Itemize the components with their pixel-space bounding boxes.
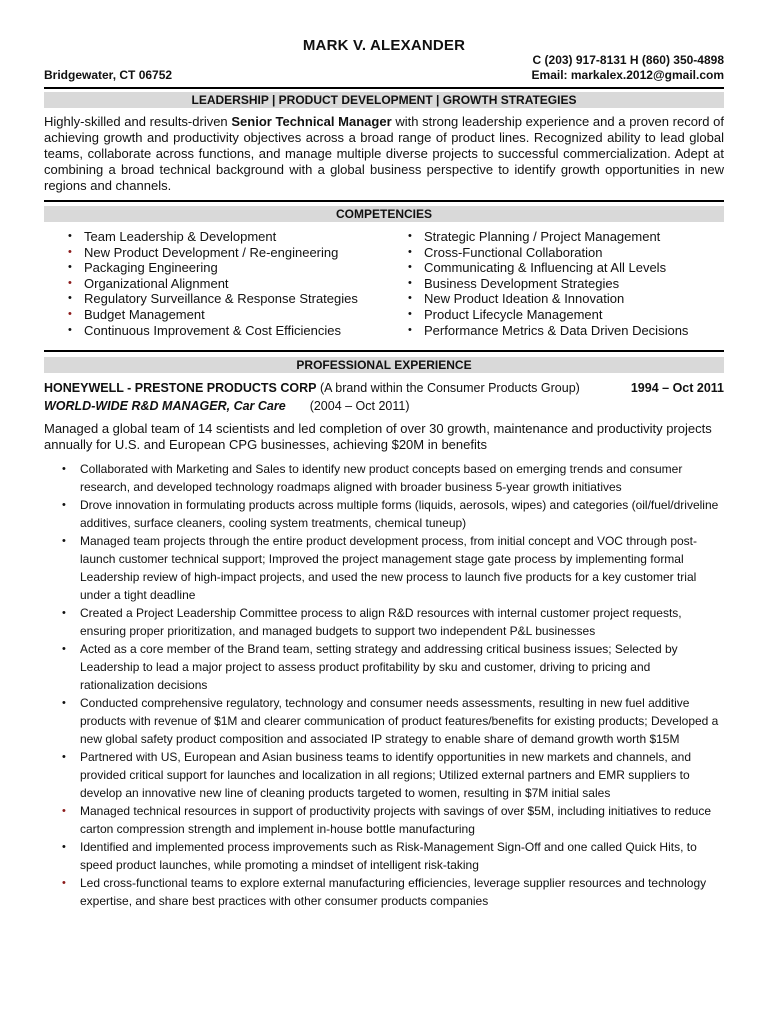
bullet-icon: •: [408, 230, 412, 242]
competency-item: [44, 323, 358, 339]
competency-item-text: New Product Ideation & Innovation: [424, 291, 625, 307]
achievement-item: [44, 802, 724, 838]
competency-item: [44, 276, 358, 292]
competency-item: [44, 229, 358, 245]
role-title: WORLD-WIDE R&D MANAGER, Car Care: [44, 399, 286, 413]
employer-name: HONEYWELL - PRESTONE PRODUCTS CORP: [44, 381, 317, 395]
competency-item-text: Team Leadership & Development: [84, 229, 277, 244]
bullet-icon: •: [68, 261, 72, 274]
summary-paragraph: [44, 114, 724, 194]
competency-item: [384, 260, 688, 276]
competency-item-text: Continuous Improvement & Cost Efficiencies: [84, 322, 341, 338]
achievement-item-text: Conducted comprehensive regulatory, technology and consumer needs assessments, resulting in new fuel additive products with revenue of $1M and clearer communication of product features/benefits for existing products; Developed a new global safety product composition and associated IP strategy to enable share of demand growth worth $15M: [80, 696, 719, 746]
achievement-item-text: Managed team projects through the entire product development process, from initial concept and VOC through post-launch customer technical support; Improved the project management stage gate process by implementing formal Leadership review of high-impact projects, and used the new process to launch five products for a key customer trial under a tight deadline: [80, 534, 698, 602]
achievement-item-text: Acted as a core member of the Brand team, setting strategy and addressing critical business issues; Selected by Leadership to lead a major project to assess product profitability by sku and customer, driving to pricing and rationalization decisions: [80, 642, 678, 692]
section-heading-competencies: COMPETENCIES: [44, 206, 724, 222]
competencies-right-list: [384, 229, 688, 338]
summary-lead: Highly-skilled and results-driven: [44, 114, 232, 129]
employer-note: (A brand within the Consumer Products Group): [316, 381, 580, 395]
summary-title: Senior Technical Manager: [231, 114, 392, 129]
competency-item-text: Organizational Alignment: [84, 275, 229, 291]
competency-item-text: Communicating & Influencing at All Levels: [424, 260, 667, 276]
role-dates: (2004 – Oct 2011): [309, 399, 410, 413]
bullet-icon: •: [408, 261, 412, 274]
divider: [44, 200, 724, 202]
summary-rest: with strong leadership experience and a proven record of achieving growth and productivity objectives across a broad range of product lines. Recognized ability to lead global teams, collaborate across functions, and manage multiple diverse projects to successful commercialization. Adept at combining a broad technical background with a global business perspective to identify growth opportunities in new regions and channels.: [44, 114, 725, 193]
bullet-icon: •: [68, 230, 72, 242]
achievement-item: [44, 460, 724, 496]
achievement-item: [44, 838, 724, 874]
bullet-icon: •: [68, 307, 72, 320]
bullet-icon: •: [408, 307, 412, 320]
competency-item: [44, 307, 358, 323]
bullet-icon: •: [408, 276, 412, 289]
competency-item-text: Product Lifecycle Management: [424, 306, 603, 322]
competency-item: [384, 245, 688, 261]
candidate-name: MARK V. ALEXANDER: [302, 37, 466, 54]
email: Email: markalex.2012@gmail.com: [531, 68, 724, 82]
bullet-icon: •: [62, 535, 66, 547]
competency-item: [44, 245, 358, 261]
competency-item-text: Cross-Functional Collaboration: [424, 244, 603, 260]
achievement-item: [44, 496, 724, 532]
banner-headline: LEADERSHIP | PRODUCT DEVELOPMENT | GROWTH STRATEGIES: [44, 92, 724, 108]
bullet-icon: •: [62, 805, 66, 817]
bullet-icon: •: [408, 245, 412, 258]
competency-item-text: Business Development Strategies: [424, 275, 620, 291]
competency-item-text: New Product Development / Re-engineering: [84, 244, 339, 260]
bullet-icon: •: [408, 323, 412, 336]
role-summary: Managed a global team of 14 scientists and led completion of over 30 growth, maintenance and productivity projects annually for U.S. and European CPG businesses, achieving $20M in benefits: [44, 421, 712, 452]
achievement-item: [44, 694, 724, 748]
bullet-icon: •: [62, 643, 66, 655]
bullet-icon: •: [62, 751, 66, 763]
phone-numbers: C (203) 917-8131 H (860) 350-4898: [532, 53, 724, 67]
competencies-left-list: [44, 229, 358, 338]
achievement-item: [44, 874, 724, 910]
bullet-icon: •: [68, 292, 72, 305]
competency-item-text: Budget Management: [84, 306, 205, 322]
competency-item: [384, 291, 688, 307]
competency-item: [44, 291, 358, 307]
competency-item-text: Performance Metrics & Data Driven Decisions: [424, 322, 689, 338]
bullet-icon: •: [62, 697, 66, 709]
achievement-item-text: Managed technical resources in support of productivity projects with savings of over $5M, including initiatives to reduce carton compression strength and implement in-house bottle manufacturing: [80, 804, 711, 836]
achievement-item-text: Collaborated with Marketing and Sales to identify new product concepts based on emerging trends and consumer research, and developed technology roadmaps aligned with broader business 5-year growth initiatives: [80, 462, 683, 494]
achievement-item-text: Led cross-functional teams to explore external manufacturing efficiencies, leverage supplier resources and technology expertise, and share best practices with other consumer products companies: [80, 876, 707, 908]
bullet-icon: •: [62, 877, 66, 889]
competency-item-text: Regulatory Surveillance & Response Strategies: [84, 291, 358, 307]
divider: [44, 350, 724, 352]
competency-item: [384, 229, 688, 245]
competency-item-text: Strategic Planning / Project Management: [424, 229, 661, 244]
competency-item: [384, 323, 688, 339]
employer-line: [44, 381, 724, 395]
achievement-list: [44, 460, 724, 910]
divider: [44, 87, 724, 89]
section-heading-experience: PROFESSIONAL EXPERIENCE: [44, 357, 724, 373]
achievement-item: [44, 532, 724, 604]
location: Bridgewater, CT 06752: [44, 68, 173, 82]
competency-item: [384, 276, 688, 292]
achievement-item: [44, 748, 724, 802]
bullet-icon: •: [68, 276, 72, 289]
achievement-item-text: Identified and implemented process improvements such as Risk-Management Sign-Off and one called Quick Hits, to speed product launches, while promoting a mindset of intelligent risk-taking: [80, 840, 697, 872]
bullet-icon: •: [408, 292, 412, 305]
achievement-item: [44, 604, 724, 640]
bullet-icon: •: [68, 323, 72, 336]
achievement-item-text: Drove innovation in formulating products across multiple forms (liquids, aerosols, wipes) and categories (oil/fuel/driveline additives, surface cleaners, cooling system treatments, chemical tuneup): [80, 498, 719, 530]
achievement-item-text: Partnered with US, European and Asian business teams to identify opportunities in new markets and channels, and provided critical support for launches and localization in all regions; Utilized external partners and EMR suppliers to develop an innovative new line of cleaning products targeted to women, resulting in $7M initial sales: [80, 750, 692, 800]
employer-dates: 1994 – Oct 2011: [630, 381, 724, 395]
bullet-icon: •: [62, 841, 66, 853]
competency-item: [44, 260, 358, 276]
bullet-icon: •: [62, 463, 66, 475]
achievement-item: [44, 640, 724, 694]
bullet-icon: •: [62, 607, 66, 619]
bullet-icon: •: [68, 245, 72, 258]
role-line: [44, 399, 410, 413]
competency-item: [384, 307, 688, 323]
bullet-icon: •: [62, 499, 66, 511]
achievement-item-text: Created a Project Leadership Committee process to align R&D resources with internal customer project requests, ensuring proper prioritization, and managed budgets to support two independent P&L businesses: [80, 606, 682, 638]
competency-item-text: Packaging Engineering: [84, 260, 218, 276]
